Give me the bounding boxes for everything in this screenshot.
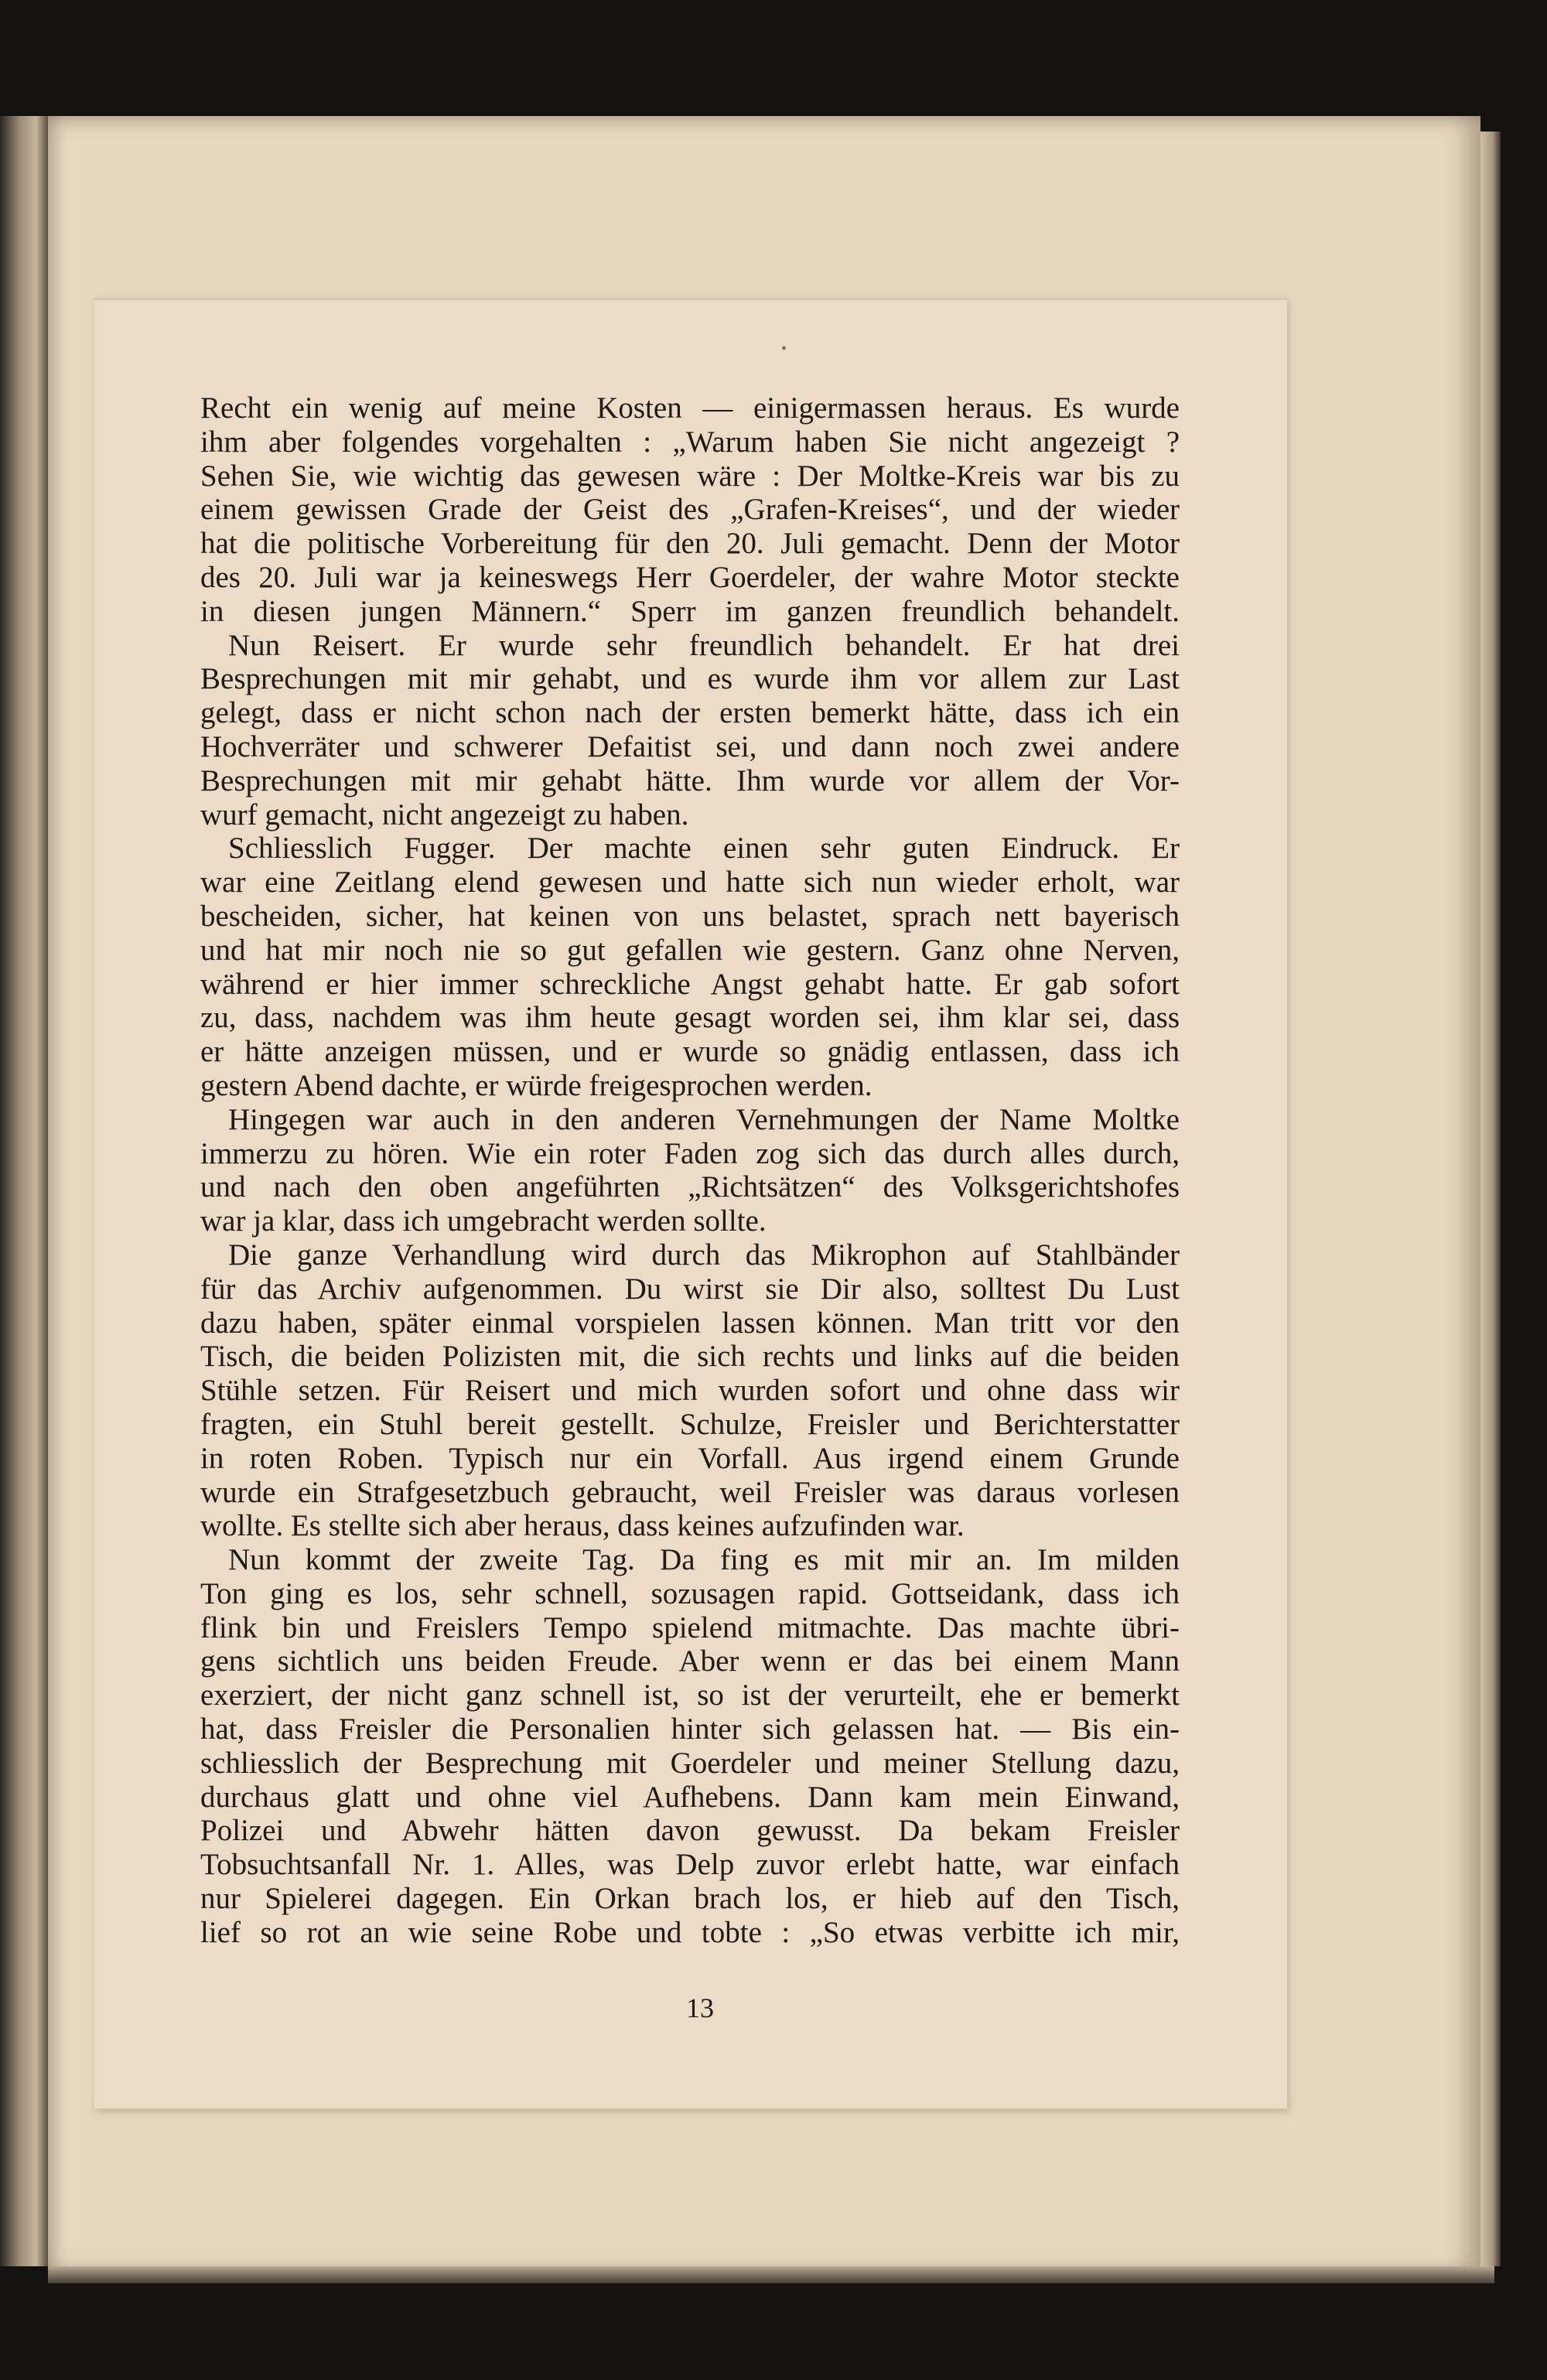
text-line: und hat mir noch nie so gut gefallen wie gestern. Ganz ohne Nerven, (200, 933, 1180, 967)
book-bottom-edge (48, 2266, 1494, 2283)
text-line: Nun kommt der zweite Tag. Da fing es mit mir an. Im milden (228, 1543, 1180, 1577)
text-line: in diesen jungen Männern.“ Sperr im ganzen freundlich behandelt. (200, 594, 1180, 628)
text-line: immerzu zu hören. Wie ein roter Faden zog sich das durch alles durch, (200, 1136, 1180, 1170)
text-line: gelegt, dass er nicht schon nach der ersten bemerkt hätte, dass ich ein (200, 696, 1180, 730)
text-line: Stühle setzen. Für Reisert und mich wurden sofort und ohne dass wir (200, 1374, 1180, 1408)
text-line: war ja klar, dass ich umgebracht werden sollte. (200, 1204, 767, 1238)
text-line: Hingegen war auch in den anderen Vernehmungen der Name Moltke (228, 1102, 1180, 1136)
text-line: gestern Abend dachte, er würde freigesprochen werden. (200, 1068, 873, 1102)
body-text (200, 391, 1180, 1950)
text-line: Schliesslich Fugger. Der machte einen sehr guten Eindruck. Er (228, 831, 1180, 866)
text-line: dazu haben, später einmal vorspielen lassen können. Man tritt vor den (200, 1306, 1180, 1340)
text-line: in roten Roben. Typisch nur ein Vorfall. Aus irgend einem Grunde (200, 1441, 1180, 1475)
text-line: hat, dass Freisler die Personalien hinter sich gelassen hat. — Bis ein- (200, 1712, 1180, 1747)
text-line: fragten, ein Stuhl bereit gestellt. Schulze, Freisler und Berichterstatter (200, 1407, 1180, 1441)
text-line: hat die politische Vorbereitung für den 20. Juli gemacht. Denn der Motor (200, 527, 1180, 561)
text-line: Nun Reisert. Er wurde sehr freundlich behandelt. Er hat drei (228, 628, 1180, 662)
book-left-edge (0, 116, 48, 2266)
text-line: Sehen Sie, wie wichtig das gewesen wäre : Der Moltke-Kreis war bis zu (200, 459, 1180, 493)
text-line: und nach den oben angeführten „Richtsätzen“ des Volksgerichtshofes (200, 1170, 1180, 1204)
text-line: Polizei und Abwehr hätten davon gewusst. Da bekam Freisler (200, 1814, 1180, 1848)
text-line: einem gewissen Grade der Geist des „Grafen-Kreises“, und der wieder (200, 493, 1180, 527)
text-line: nur Spielerei dagegen. Ein Orkan brach los, er hieb auf den Tisch, (200, 1882, 1180, 1916)
ink-dot: • (781, 340, 787, 357)
text-line: Besprechungen mit mir gehabt hätte. Ihm wurde vor allem der Vor- (200, 763, 1180, 797)
text-line: wollte. Es stellte sich aber heraus, dass keines aufzufinden war. (200, 1509, 965, 1543)
text-line: lief so rot an wie seine Robe und tobte : „So etwas verbitte ich mir, (200, 1915, 1180, 1949)
text-line: während er hier immer schreckliche Angst gehabt hatte. Er gab sofort (200, 967, 1180, 1001)
text-line: durchaus glatt und ohne viel Aufhebens. Dann kam mein Einwand, (200, 1780, 1180, 1814)
text-line: Besprechungen mit mir gehabt, und es wurde ihm vor allem zur Last (200, 662, 1180, 696)
text-line: Tobsuchtsanfall Nr. 1. Alles, was Delp zuvor erlebt hatte, war einfach (200, 1848, 1180, 1882)
text-line: bescheiden, sicher, hat keinen von uns belastet, sprach nett bayerisch (200, 899, 1180, 933)
text-line: schliesslich der Besprechung mit Goerdeler und meiner Stellung dazu, (200, 1746, 1180, 1780)
text-line: zu, dass, nachdem was ihm heute gesagt worden sei, ihm klar sei, dass (200, 1001, 1180, 1035)
text-line: gens sichtlich uns beiden Freude. Aber wenn er das bei einem Mann (200, 1644, 1180, 1678)
text-line: wurde ein Strafgesetzbuch gebraucht, weil Freisler was daraus vorlesen (200, 1475, 1180, 1509)
text-line: Recht ein wenig auf meine Kosten — einigermassen heraus. Es wurde (200, 391, 1180, 425)
text-line: für das Archiv aufgenommen. Du wirst sie Dir also, solltest Du Lust (200, 1272, 1180, 1306)
text-line: war eine Zeitlang elend gewesen und hatte sich nun wieder erholt, war (200, 866, 1180, 900)
book-right-edge (1480, 131, 1501, 2266)
text-line: Ton ging es los, sehr schnell, sozusagen rapid. Gottseidank, dass ich (200, 1576, 1180, 1610)
text-line: er hätte anzeigen müssen, und er wurde so gnädig entlassen, dass ich (200, 1035, 1180, 1069)
text-line: Hochverräter und schwerer Defaitist sei, und dann noch zwei andere (200, 729, 1180, 763)
text-line: exerziert, der nicht ganz schnell ist, so ist der verurteilt, ehe er bemerkt (200, 1678, 1180, 1712)
text-line: Die ganze Verhandlung wird durch das Mikrophon auf Stahlbänder (228, 1238, 1180, 1272)
text-line: flink bin und Freislers Tempo spielend mitmachte. Das machte übri- (200, 1610, 1180, 1644)
text-line: des 20. Juli war ja keineswegs Herr Goerdeler, der wahre Motor steckte (200, 560, 1180, 594)
text-line: Tisch, die beiden Polizisten mit, die sich rechts und links auf die beiden (200, 1340, 1180, 1374)
page-number: 13 (686, 1992, 714, 2023)
text-line: ihm aber folgendes vorgehalten : „Warum haben Sie nicht angezeigt ? (200, 425, 1180, 459)
text-line: wurf gemacht, nicht angezeigt zu haben. (200, 797, 689, 831)
